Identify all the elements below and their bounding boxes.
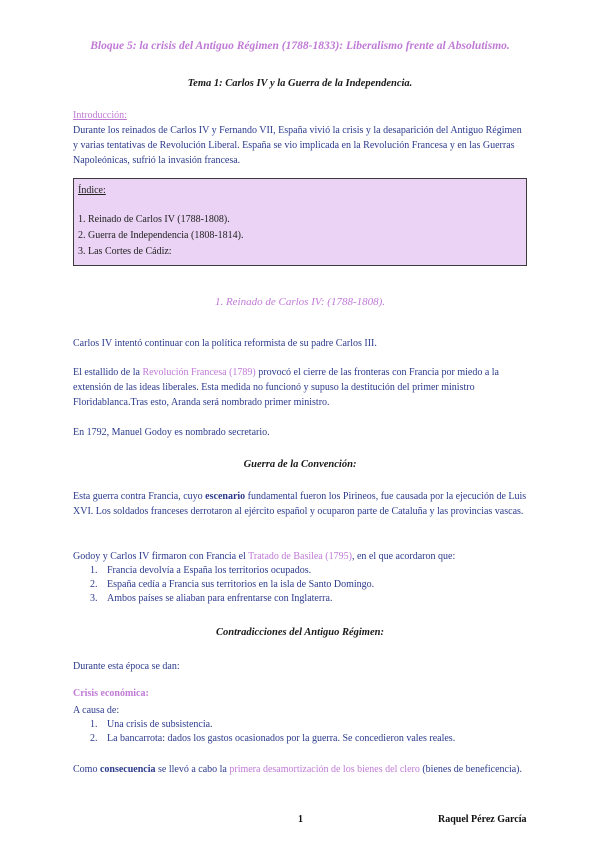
text-run: provocó el cierre de las fronteras con Francia por miedo a la extensión de las ideas liberales. Esta medida no funcionó y supuso la destitución del primer ministro Floridablanca.Tras esto, Aranda será nombrado primer ministro. [73, 367, 499, 408]
list-number: 1. [90, 565, 98, 576]
list-text: Ambos países se aliaban para enfrentarse con Inglaterra. [107, 593, 333, 604]
index-list [78, 212, 244, 260]
causas-list [73, 718, 528, 746]
text-run: Godoy y Carlos IV firmaron con Francia el [73, 551, 249, 562]
index-heading: Índice: [78, 185, 106, 196]
list-number: 3. [90, 593, 98, 604]
text-run: El estallido de la [73, 367, 143, 378]
list-text: Una crisis de subsistencia. [107, 719, 213, 730]
page-number: 1 [298, 814, 303, 825]
bold-term: consecuencia [99, 764, 156, 775]
section1-paragraph: Carlos IV intentó continuar con la política reformista de su padre Carlos III. [73, 338, 377, 349]
list-item [73, 732, 528, 746]
contradicciones-paragraph: Durante esta época se dan: [73, 661, 180, 672]
section1-paragraph [73, 365, 528, 410]
index-item: 2. Guerra de Independencia (1808-1814). [78, 230, 244, 241]
index-box [73, 178, 527, 266]
author-name: Raquel Pérez García [438, 814, 527, 825]
causa-label: A causa de: [73, 705, 120, 716]
convencion-paragraph [73, 549, 528, 564]
basilea-list [73, 564, 528, 606]
text-run: fundamental fueron los Pirineos, fue causada por la ejecución de Luis XVI. Los soldados franceses derrotaron al ejército español y ocuparon parte de Cataluña y las provincias vascas. [73, 491, 527, 517]
index-item: 3. Las Cortes de Cádiz: [78, 246, 172, 257]
intro-text: Durante los reinados de Carlos IV y Fernando VII, España vivió la crisis y la desaparición del Antiguo Régimen y varias tentativas de Revolución Liberal. España se vio implicada en la Revolución Francesa y en las Guerras Napoleónicas, sufrió la invasión francesa. [73, 125, 522, 166]
list-text: España cedía a Francia sus territorios en la isla de Santo Domingo. [107, 579, 375, 590]
list-item [73, 578, 528, 592]
list-item [73, 592, 528, 606]
revolucion-francesa-highlight: Revolución Francesa (1789) [142, 367, 256, 378]
list-item [73, 718, 528, 732]
contradicciones-heading: Contradicciones del Antiguo Régimen: [216, 627, 384, 638]
intro-section [73, 108, 528, 168]
intro-heading: Introducción: [73, 110, 127, 121]
list-number: 1. [90, 719, 98, 730]
bold-term: escenario [205, 491, 246, 502]
list-item [73, 564, 528, 578]
text-run: Esta guerra contra Francia, cuyo [73, 491, 206, 502]
text-run: Como [73, 764, 100, 775]
list-number: 2. [90, 579, 98, 590]
consecuencia-paragraph [73, 762, 528, 777]
list-text: La bancarrota: dados los gastos ocasionados por la guerra. Se concedieron vales reales. [107, 733, 456, 744]
convencion-paragraph [73, 489, 528, 519]
section1-heading: 1. Reinado de Carlos IV: (1788-1808). [214, 296, 386, 308]
convencion-heading: Guerra de la Convención: [243, 459, 357, 470]
tratado-basilea-highlight: Tratado de Basilea (1795) [248, 551, 352, 562]
text-run: (bienes de beneficencia). [419, 764, 523, 775]
index-item: 1. Reinado de Carlos IV (1788-1808). [78, 214, 230, 225]
text-run: , en el que acordaron que: [351, 551, 456, 562]
desamortizacion-highlight: primera desamortización de los bienes del clero [229, 764, 420, 775]
section1-paragraph: En 1792, Manuel Godoy es nombrado secretario. [73, 427, 270, 438]
crisis-economica-heading: Crisis económica: [73, 688, 149, 699]
list-text: Francia devolvía a España los territorios ocupados. [107, 565, 312, 576]
document-title: Bloque 5: la crisis del Antiguo Régimen (1788-1833): Liberalismo frente al Absolutismo. [90, 40, 510, 52]
list-number: 2. [90, 733, 98, 744]
document-subtitle: Tema 1: Carlos IV y la Guerra de la Independencia. [187, 78, 413, 89]
text-run: se llevó a cabo la [155, 764, 230, 775]
